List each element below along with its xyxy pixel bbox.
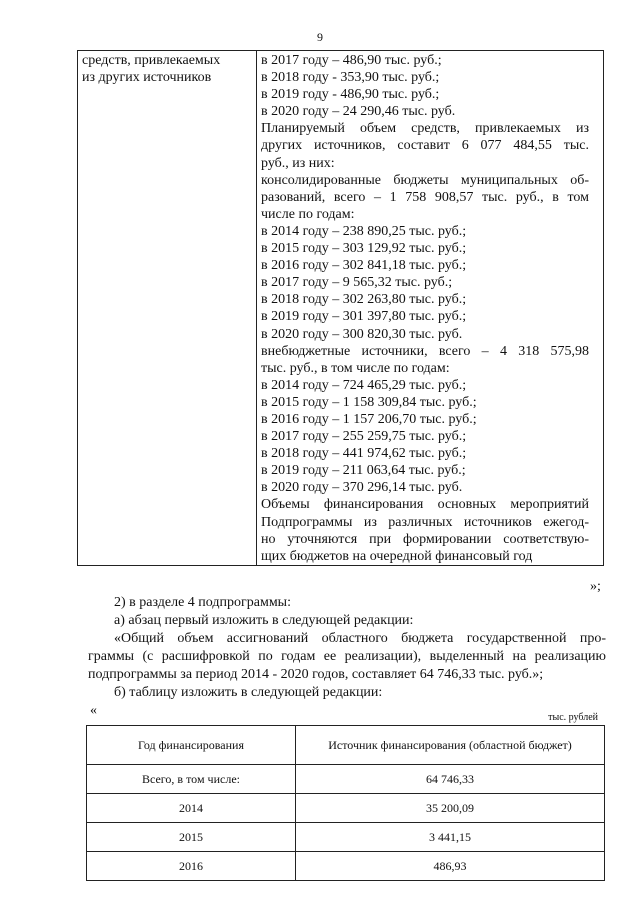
value-line: тыс. руб., в том числе по годам: bbox=[261, 360, 450, 376]
value-line: внебюджетные источники, всего – 4 318 575,98 bbox=[261, 343, 589, 359]
cell-amount: 3 441,15 bbox=[296, 823, 605, 852]
cell-amount: 35 200,09 bbox=[296, 794, 605, 823]
table-row bbox=[87, 823, 605, 852]
value-line: в 2016 году – 1 157 206,70 тыс. руб.; bbox=[261, 411, 477, 427]
value-line: но уточняются при формировании соответствую- bbox=[261, 531, 589, 547]
table-header-row bbox=[87, 726, 605, 765]
cell-year: 2015 bbox=[87, 823, 296, 852]
row-value-cell bbox=[257, 51, 604, 566]
cell-year: 2016 bbox=[87, 852, 296, 881]
body-line: б) таблицу изложить в следующей редакции: bbox=[114, 685, 383, 700]
table-row bbox=[87, 794, 605, 823]
table-row bbox=[78, 51, 604, 566]
table-row bbox=[87, 765, 605, 794]
value-line: числе по годам: bbox=[261, 206, 355, 222]
closing-quote-mark: »; bbox=[590, 579, 601, 594]
value-line: в 2018 году - 353,90 тыс. руб.; bbox=[261, 70, 440, 86]
header-year: Год финансирования bbox=[87, 726, 296, 765]
value-line: в 2015 году – 1 158 309,84 тыс. руб.; bbox=[261, 394, 477, 410]
value-line: в 2020 году – 370 296,14 тыс. руб. bbox=[261, 480, 463, 496]
row-label-line: из других источников bbox=[82, 70, 212, 86]
value-line: в 2020 году – 24 290,46 тыс. руб. bbox=[261, 104, 456, 120]
value-line: других источников, составит 6 077 484,55 тыс. bbox=[261, 138, 589, 154]
value-line: в 2017 году – 9 565,32 тыс. руб.; bbox=[261, 275, 453, 291]
value-line: Подпрограммы из различных источников ежегод- bbox=[261, 514, 589, 530]
body-line-text: «Общий объем ассигнований областного бюджета государственной про- bbox=[114, 631, 606, 646]
value-line: в 2017 году – 486,90 тыс. руб.; bbox=[261, 53, 442, 68]
cell-year: Всего, в том числе: bbox=[87, 765, 296, 794]
budget-by-year-table bbox=[86, 725, 605, 881]
cell-amount: 64 746,33 bbox=[296, 765, 605, 794]
value-line: в 2016 году – 302 841,18 тыс. руб.; bbox=[261, 258, 467, 274]
value-line: в 2018 году – 302 263,80 тыс. руб.; bbox=[261, 292, 467, 308]
row-label-cell bbox=[78, 51, 257, 566]
value-line: в 2018 году – 441 974,62 тыс. руб.; bbox=[261, 446, 467, 462]
body-line: 2) в разделе 4 подпрограммы: bbox=[114, 595, 291, 610]
body-line: а) абзац первый изложить в следующей редакции: bbox=[114, 613, 414, 628]
value-line: Планируемый объем средств, привлекаемых из bbox=[261, 121, 589, 137]
funding-sources-table bbox=[77, 50, 604, 566]
value-line: разований, всего – 1 758 908,57 тыс. руб., в том bbox=[261, 189, 589, 205]
cell-year: 2014 bbox=[87, 794, 296, 823]
row-label-line: средств, привлекаемых bbox=[82, 53, 221, 68]
body-line bbox=[88, 630, 606, 648]
units-label: тыс. рублей bbox=[548, 712, 598, 723]
value-line: консолидированные бюджеты муниципальных об- bbox=[261, 172, 589, 188]
opening-quote-mark: « bbox=[90, 703, 97, 718]
value-line: в 2019 году – 211 063,64 тыс. руб.; bbox=[261, 463, 466, 479]
value-line: щих бюджетов на очередной финансовый год bbox=[261, 548, 533, 564]
value-line: в 2014 году – 724 465,29 тыс. руб.; bbox=[261, 377, 467, 393]
header-source: Источник финансирования (областной бюджет) bbox=[296, 726, 605, 765]
value-line: в 2015 году – 303 129,92 тыс. руб.; bbox=[261, 241, 467, 257]
body-line bbox=[88, 648, 606, 666]
value-line: в 2014 году – 238 890,25 тыс. руб.; bbox=[261, 223, 467, 239]
body-line-text: граммы (с расшифровкой по годам ее реализации), выделенный на реализацию bbox=[88, 649, 606, 664]
body-line: подпрограммы за период 2014 - 2020 годов, составляет 64 746,33 тыс. руб.»; bbox=[88, 667, 544, 682]
value-line: Объемы финансирования основных мероприятий bbox=[261, 497, 589, 513]
cell-amount: 486,93 bbox=[296, 852, 605, 881]
value-line: в 2019 году – 301 397,80 тыс. руб.; bbox=[261, 309, 467, 325]
table-row bbox=[87, 852, 605, 881]
value-line: руб., из них: bbox=[261, 155, 335, 171]
page-number: 9 bbox=[317, 30, 323, 44]
value-line: в 2019 году - 486,90 тыс. руб.; bbox=[261, 87, 440, 103]
value-line: в 2020 году – 300 820,30 тыс. руб. bbox=[261, 326, 463, 342]
value-line: в 2017 году – 255 259,75 тыс. руб.; bbox=[261, 429, 467, 445]
